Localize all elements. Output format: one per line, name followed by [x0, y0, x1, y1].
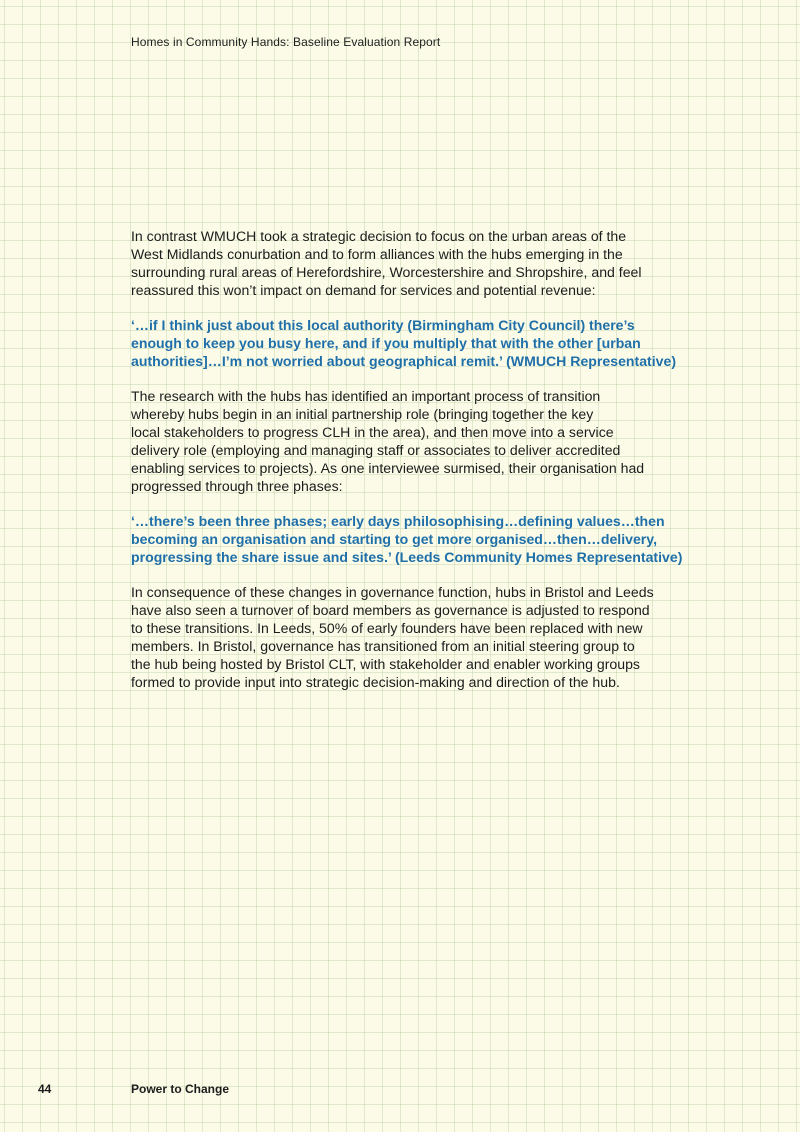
quote-line: ‘…there’s been three phases; early days philosophising…defining values…then	[131, 513, 665, 529]
text-line: to these transitions. In Leeds, 50% of early founders have been replaced with new	[131, 620, 643, 636]
text-line: delivery role (employing and managing staff or associates to deliver accredited	[131, 442, 621, 458]
text-line: reassured this won’t impact on demand for services and potential revenue:	[131, 282, 596, 298]
text-line: The research with the hubs has identified an important process of transition	[131, 388, 601, 404]
body-text	[131, 227, 683, 708]
quote-line: becoming an organisation and starting to get more organised…then…delivery,	[131, 531, 657, 547]
text-line: the hub being hosted by Bristol CLT, with stakeholder and enabler working groups	[131, 656, 640, 672]
paragraph-governance-changes	[131, 583, 676, 691]
quote-line: enough to keep you busy here, and if you multiply that with the other [urban	[131, 335, 641, 351]
quote-line: authorities]…I’m not worried about geographical remit.’ (WMUCH Representative)	[131, 353, 677, 369]
text-line: formed to provide input into strategic decision-making and direction of the hub.	[131, 674, 620, 690]
quote-line: progressing the share issue and sites.’ (Leeds Community Homes Representative)	[131, 549, 683, 565]
text-line: have also seen a turnover of board members as governance is adjusted to respond	[131, 602, 650, 618]
text-line: In consequence of these changes in governance function, hubs in Bristol and Leeds	[131, 584, 654, 600]
text-line: progressed through three phases:	[131, 478, 343, 494]
paragraph-wmuch-strategy	[131, 227, 676, 299]
quote-wmuch-representative	[131, 316, 676, 370]
paragraph-transition-process	[131, 387, 676, 495]
quote-leeds-representative	[131, 512, 683, 566]
text-line: members. In Bristol, governance has transitioned from an initial steering group to	[131, 638, 635, 654]
footer-organisation: Power to Change	[131, 1082, 230, 1096]
quote-line: ‘…if I think just about this local authority (Birmingham City Council) there’s	[131, 317, 635, 333]
running-header: Homes in Community Hands: Baseline Evaluation Report	[131, 35, 441, 49]
text-line: whereby hubs begin in an initial partnership role (bringing together the key	[131, 406, 594, 422]
text-line: surrounding rural areas of Herefordshire, Worcestershire and Shropshire, and feel	[131, 264, 642, 280]
text-line: West Midlands conurbation and to form alliances with the hubs emerging in the	[131, 246, 623, 262]
text-line: local stakeholders to progress CLH in the area), and then move into a service	[131, 424, 614, 440]
page-number: 44	[38, 1082, 52, 1096]
text-line: enabling services to projects). As one interviewee surmised, their organisation had	[131, 460, 645, 476]
text-line: In contrast WMUCH took a strategic decision to focus on the urban areas of the	[131, 228, 627, 244]
